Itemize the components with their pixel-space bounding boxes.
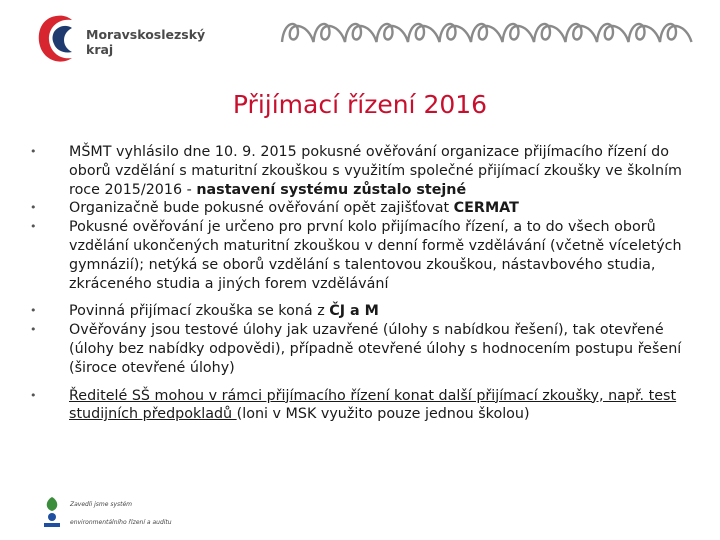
decorative-wave-pattern (278, 16, 698, 50)
list-item (28, 143, 708, 199)
bullet-marker: • (30, 388, 37, 402)
moravskoslezsky-kraj-logo (34, 12, 204, 70)
list-item (28, 321, 708, 377)
list-item (28, 302, 708, 321)
item-text: (loni v MSK využito pouze jednou školou) (236, 406, 530, 423)
brand-name-line2: kraj (86, 42, 114, 57)
item-text: Pokusné ověřování je určeno pro první kolo přijímacího řízení, a to do všech oborů vzdělání ukončených maturitní zkouškou v denní formě vzdělávání (včetně víceletých gymnázií); netýká se oborů vzdělání s talentovou zkouškou, nástavbového studia, zkráceného studia a jiných forem vzdělávání (69, 219, 682, 292)
item-text: MŠMT vyhlásilo dne 10. 9. 2015 pokusné ověřování organizace přijímacího řízení do oborů vzdělání s maturitní zkouškou s využitím společné přijímací zkoušky ve školním roce 2015/2016 - (69, 144, 682, 198)
bullet-marker: • (30, 323, 37, 337)
slide-title: Přijímací řízení 2016 (232, 90, 488, 119)
footer-line1: Zavedli jsme systém (70, 501, 133, 508)
bullet-marker: • (30, 220, 37, 234)
footer-line2: environmentálního řízení a auditu (70, 519, 172, 526)
list-item (28, 387, 708, 425)
item-text: Organizačně bude pokusné ověřování opět zajišťovat (69, 200, 454, 217)
item-text: Povinná přijímací zkouška se koná z (69, 303, 330, 320)
emas-leaf-icon (40, 495, 64, 529)
item-emphasis: ČJ a M (329, 303, 379, 320)
item-emphasis: CERMAT (453, 200, 519, 217)
bullet-marker: • (30, 304, 37, 318)
brand-name-line1: Moravskoslezský (86, 27, 206, 42)
list-item (28, 218, 708, 293)
list-item (28, 199, 708, 218)
bullet-marker: • (30, 201, 37, 215)
bullet-marker: • (30, 145, 37, 158)
bullet-list (28, 143, 708, 424)
item-emphasis: nastavení systému zůstalo stejné (196, 181, 467, 198)
item-text-underlined: Ředitelé SŠ mohou v rámci přijímacího řízení konat další přijímací zkoušky, např. test studijních předpokladů (69, 387, 677, 423)
region-emblem-icon (34, 12, 84, 68)
item-text: Ověřovány jsou testové úlohy jak uzavřené (úlohy s nabídkou řešení), tak otevřené (úlohy bez nabídky odpovědi), případně otevřené úlohy s hodnocením postupu řešení (široce otevřené úlohy) (69, 322, 682, 376)
